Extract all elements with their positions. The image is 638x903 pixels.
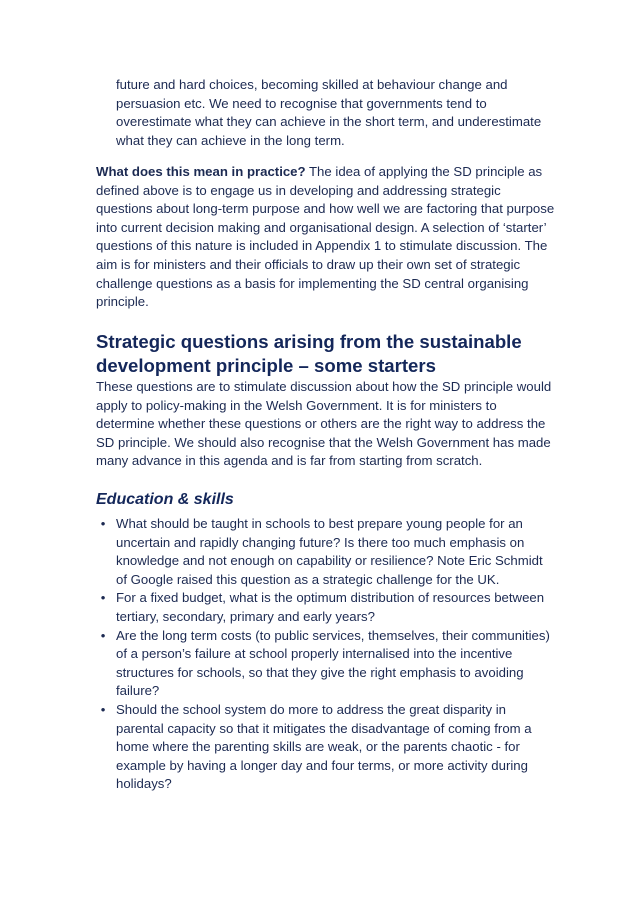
list-item-text: Are the long term costs (to public services, themselves, their communities) of a person’s failure at school properly internalised into the incentive structures for schools, so that they give the right emphasis to avoiding failure? bbox=[116, 627, 550, 699]
bullet-icon: • bbox=[100, 627, 106, 643]
practice-label: What does this mean in practice? bbox=[96, 164, 306, 179]
list-item bbox=[96, 515, 556, 589]
intro-continuation-paragraph: future and hard choices, becoming skilled at behaviour change and persuasion etc. We need to recognise that governments tend to overestimate what they can achieve in the short term, and underestimate what they can achieve in the long term. bbox=[116, 77, 542, 148]
list-item bbox=[96, 701, 556, 794]
list-item-text: What should be taught in schools to best prepare young people for an uncertain and rapidly changing future? Is there too much emphasis on knowledge and not enough on capability or resilience? Note Eric Schmidt of Google raised this question as a strategic challenge for the UK. bbox=[116, 516, 543, 587]
section-heading: Strategic questions arising from the sustainable development principle – some starters bbox=[96, 331, 522, 376]
list-item-text: Should the school system do more to address the great disparity in parental capacity so that it mitigates the disadvantage of coming from a home where the parenting skills are weak, or the parents chaotic - for example by having a longer day and four terms, or more activity during holidays? bbox=[116, 701, 532, 792]
practice-text: The idea of applying the SD principle as defined above is to engage us in developing and addressing strategic questions about long-term purpose and how well we are factoring that purpose into current decision making and organisational design. A selection of ‘starter’ questions of this nature is included in Appendix 1 to stimulate discussion. The aim is for ministers and their officials to draw up their own set of strategic challenge questions as a basis for implementing the SD central organising principle. bbox=[96, 164, 555, 310]
bullet-icon: • bbox=[100, 701, 106, 717]
practice-paragraph bbox=[96, 163, 556, 312]
education-bullet-list bbox=[96, 515, 556, 794]
bullet-icon: • bbox=[100, 516, 106, 531]
list-item bbox=[96, 589, 556, 626]
section-intro-paragraph: These questions are to stimulate discussion about how the SD principle would apply to policy-making in the Welsh Government. It is for ministers to determine whether these questions or others are the right way to address the SD principle. We should also recognise that the Welsh Government has made many advance in this agenda and is far from starting from scratch. bbox=[96, 379, 552, 469]
list-item-text: For a fixed budget, what is the optimum distribution of resources between tertiary, secondary, primary and early years? bbox=[116, 590, 545, 624]
education-heading: Education & skills bbox=[96, 491, 234, 508]
list-item bbox=[96, 627, 556, 701]
bullet-icon: • bbox=[100, 590, 106, 606]
